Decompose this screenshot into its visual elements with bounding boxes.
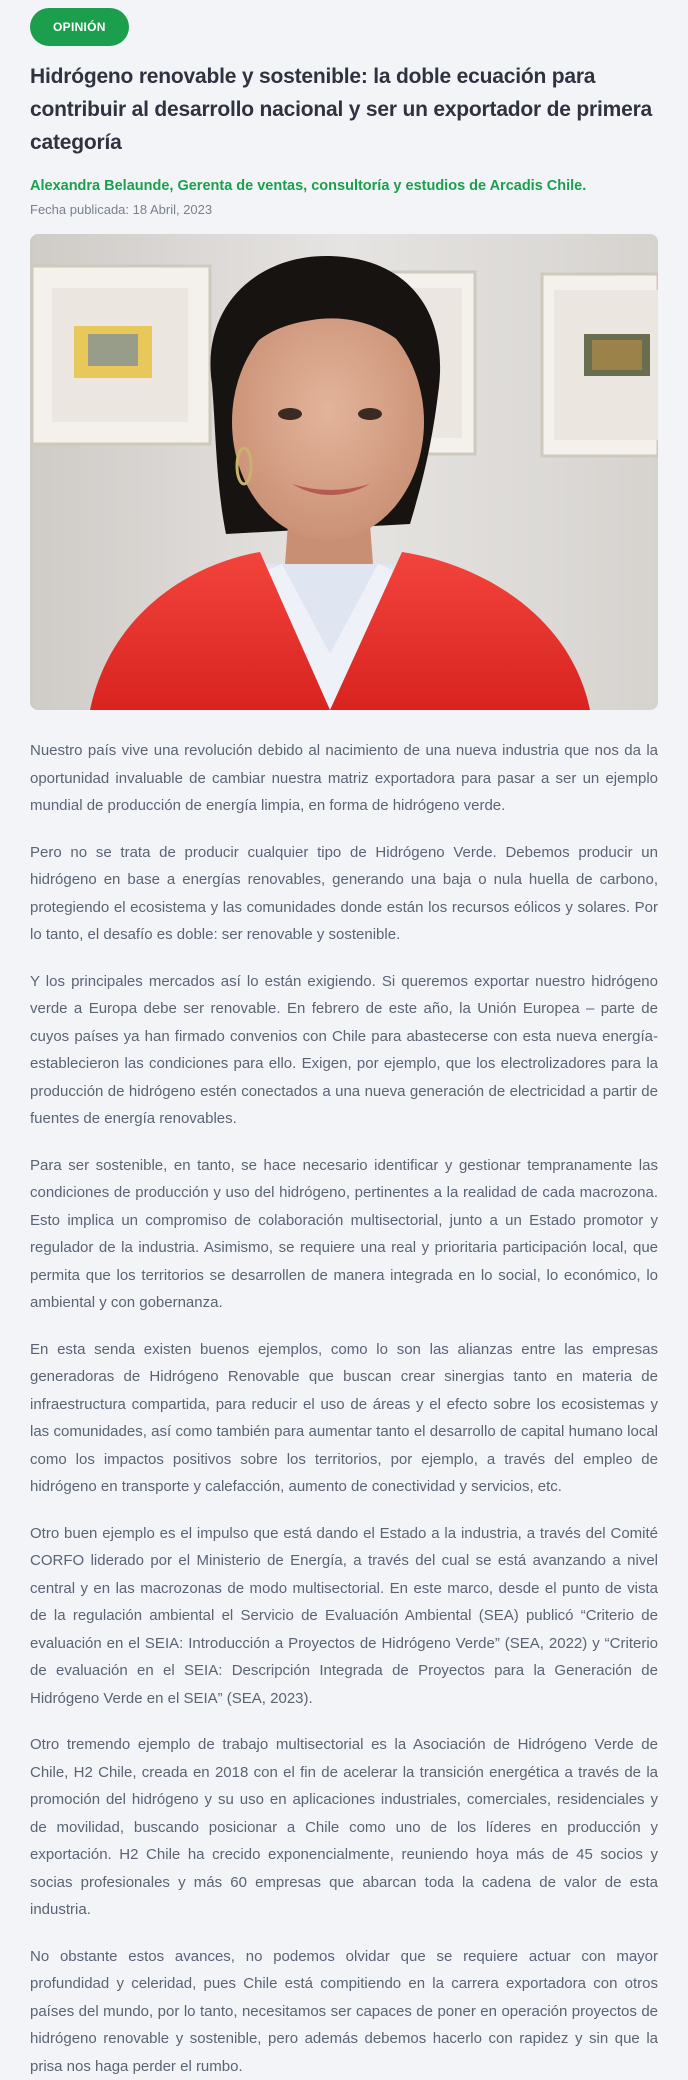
article-paragraph: Nuestro país vive una revolución debido al nacimiento de una nueva industria que nos da la oportunidad invaluable de cambiar nuestra matriz exportadora para pasar a ser un ejemplo mundial de producción de energía limpia, en forma de hidrógeno verde. — [30, 737, 658, 820]
category-badge[interactable]: OPINIÓN — [30, 8, 129, 46]
article-paragraph: Otro buen ejemplo es el impulso que está dando el Estado a la industria, a través del Comité CORFO liderado por el Ministerio de Energía, a través del cual se está avanzando a nivel central y en las macrozonas de modo multisectorial. En este marco, desde el punto de vista de la regulación ambiental el Servicio de Evaluación Ambiental (SEA) publicó “Criterio de evaluación en el SEIA: Introducción a Proyectos de Hidrógeno Verde” (SEA, 2022) y “Criterio de evaluación en el SEIA: Descripción Integrada de Proyectos para la Generación de Hidrógeno Verde en el SEIA” (SEA, 2023). — [30, 1520, 658, 1713]
article-body — [30, 737, 658, 2080]
article-paragraph: No obstante estos avances, no podemos olvidar que se requiere actuar con mayor profundidad y celeridad, pues Chile está compitiendo en la carrera exportadora con otros países del mundo, por lo tanto, necesitamos ser capaces de poner en operación proyectos de hidrógeno renovable y sostenible, pero además debemos hacerlo con rapidez y sin que la prisa nos haga perder el rumbo. — [30, 1943, 658, 2080]
article-title: Hidrógeno renovable y sostenible: la doble ecuación para contribuir al desarrollo nacional y ser un exportador de primera categoría — [30, 60, 658, 159]
publish-date: Fecha publicada: 18 Abril, 2023 — [30, 200, 658, 220]
article-paragraph: Otro tremendo ejemplo de trabajo multisectorial es la Asociación de Hidrógeno Verde de Chile, H2 Chile, creada en 2018 con el fin de acelerar la transición energética a través de la promoción del hidrógeno y su uso en aplicaciones industriales, comerciales, residenciales y de movilidad, buscando posicionar a Chile como uno de los líderes en producción y exportación. H2 Chile ha crecido exponencialmente, reuniendo hoya más de 45 socios y socias profesionales y más 60 empresas que abarcan toda la cadena de valor de esta industria. — [30, 1731, 658, 1924]
article-paragraph: Para ser sostenible, en tanto, se hace necesario identificar y gestionar tempranamente las condiciones de producción y uso del hidrógeno, pertinentes a la realidad de cada macrozona. Esto implica un compromiso de colaboración multisectorial, junto a un Estado promotor y regulador de la industria. Asimismo, se requiere una real y prioritaria participación local, que permita que los territorios se desarrollen de manera integrada en lo social, lo económico, lo ambiental y con gobernanza. — [30, 1152, 658, 1317]
article-paragraph: Pero no se trata de producir cualquier tipo de Hidrógeno Verde. Debemos producir un hidrógeno en base a energías renovables, generando una baja o nula huella de carbono, protegiendo el ecosistema y las comunidades donde están los recursos eólicos y solares. Por lo tanto, el desafío es doble: ser renovable y sostenible. — [30, 839, 658, 949]
author-photo — [30, 234, 658, 710]
article-paragraph: En esta senda existen buenos ejemplos, como lo son las alianzas entre las empresas generadoras de Hidrógeno Renovable que buscan crear sinergias tanto en materia de infraestructura compartida, para reducir el uso de áreas y el efecto sobre los ecosistemas y las comunidades, así como también para aumentar tanto el desarrollo de capital humano local como los impactos positivos sobre los territorios, por ejemplo, a través del empleo de hidrógeno en transporte y calefacción, aumento de conectividad y servicios, etc. — [30, 1336, 658, 1501]
article-paragraph: Y los principales mercados así lo están exigiendo. Si queremos exportar nuestro hidrógeno verde a Europa debe ser renovable. En febrero de este año, la Unión Europea – parte de cuyos países ya han firmado convenios con Chile para abastecerse con esta nueva energía- establecieron las condiciones para ello. Exigen, por ejemplo, que los electrolizadores para la producción de hidrógeno estén conectados a una nueva generación de electricidad a partir de fuentes de energía renovables. — [30, 968, 658, 1133]
article-author: Alexandra Belaunde, Gerenta de ventas, consultoría y estudios de Arcadis Chile. — [30, 176, 658, 196]
